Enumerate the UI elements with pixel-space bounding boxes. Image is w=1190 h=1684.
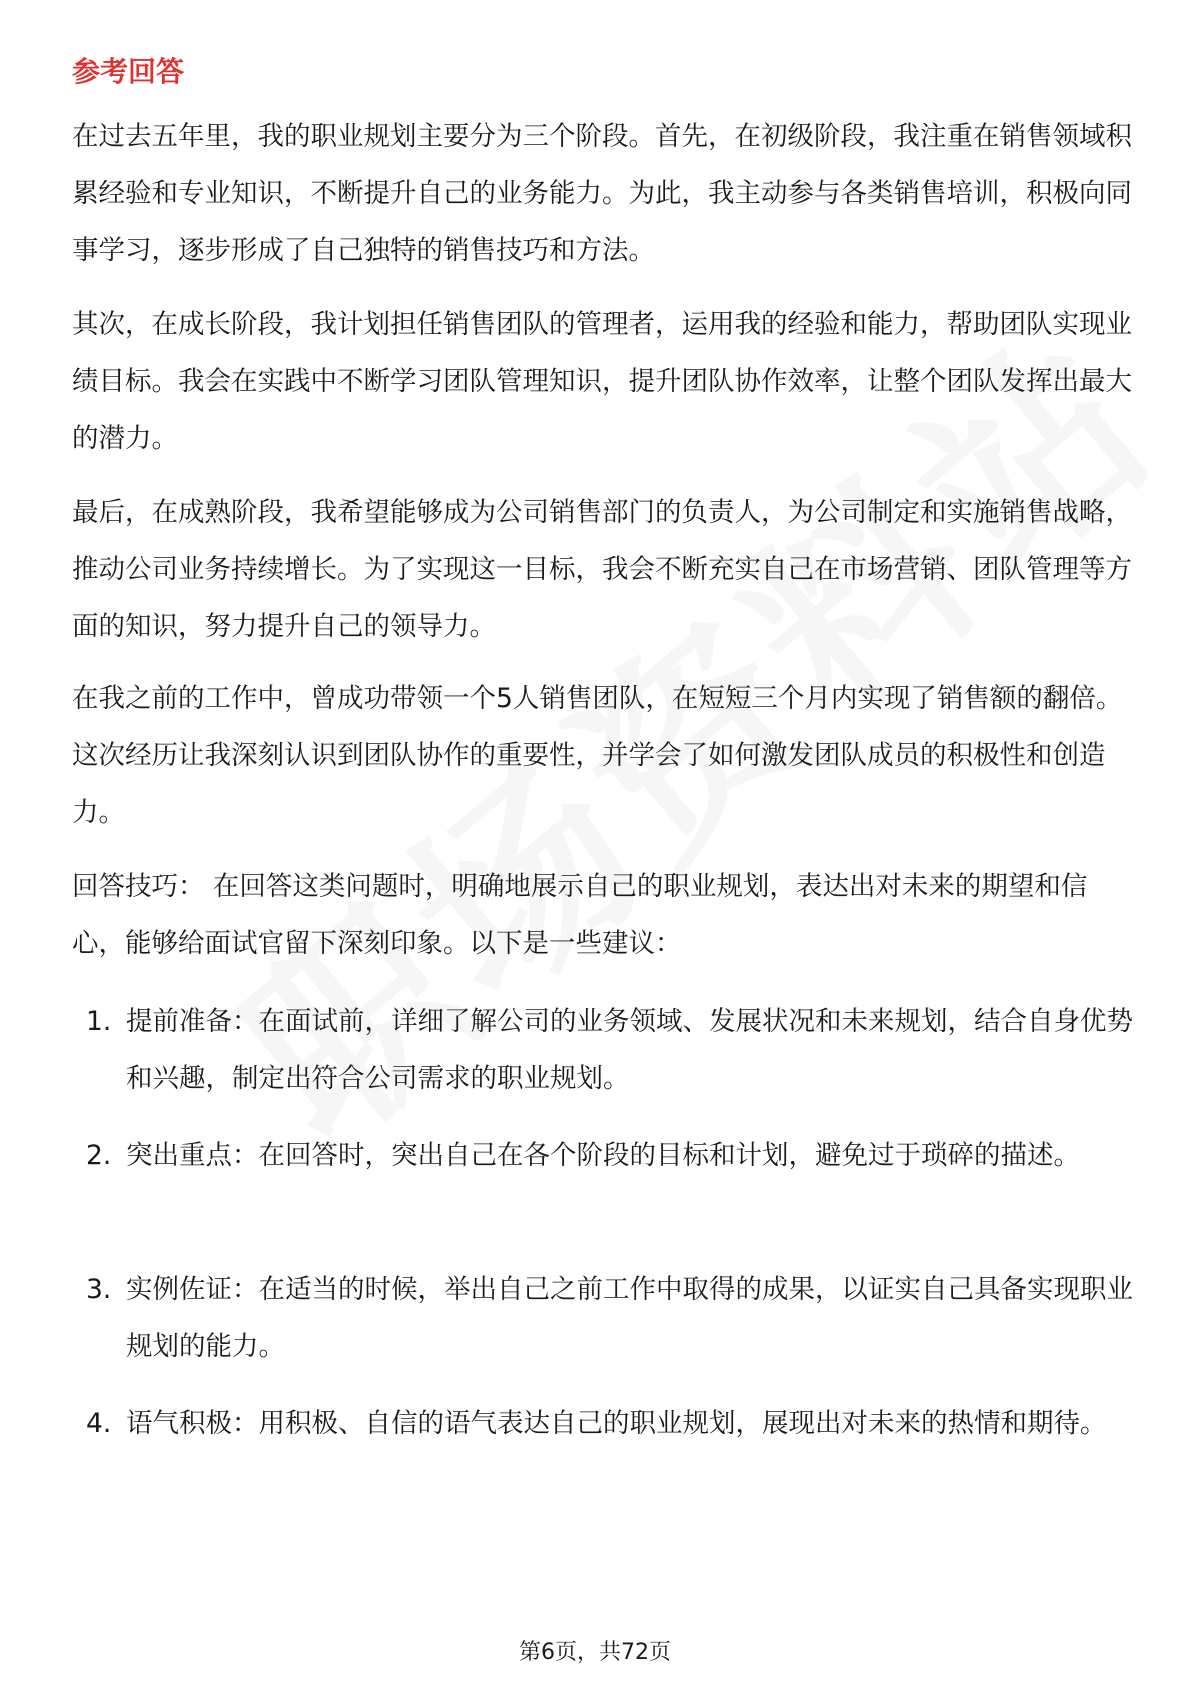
list-item-text: 实例佐证：在适当的时候，举出自己之前工作中取得的成果，以证实自己具备实现职业规划的能力。 [126, 1274, 1133, 1362]
list-item-text: 提前准备：在面试前，详细了解公司的业务领域、发展状况和未来规划，结合自身优势和兴趣，制定出符合公司需求的职业规划。 [126, 1006, 1133, 1094]
paragraph-2: 其次，在成长阶段，我计划担任销售团队的管理者，运用我的经验和能力，帮助团队实现业绩目标。我会在实践中不断学习团队管理知识，提升团队协作效率，让整个团队发挥出最大的潜力。 [72, 309, 1132, 454]
list-item [72, 1127, 1134, 1184]
list-item [72, 1395, 1134, 1452]
page-footer: 第6页，共72页 [519, 1640, 671, 1665]
list-item [72, 993, 1134, 1107]
list-number: 1. [86, 1006, 112, 1037]
paragraph-3: 最后，在成熟阶段，我希望能够成为公司销售部门的负责人，为公司制定和实施销售战略，推动公司业务持续增长。为了实现这一目标，我会不断充实自己在市场营销、团队管理等方面的知识，努力提升自己的领导力。 [72, 497, 1132, 642]
list-item [72, 1261, 1134, 1375]
list-number: 2. [86, 1140, 112, 1171]
answer-tips-intro: 回答技巧： 在回答这类问题时，明确地展示自己的职业规划，表达出对未来的期望和信心，能够给面试官留下深刻印象。以下是一些建议： [72, 871, 1088, 959]
paragraph-1: 在过去五年里，我的职业规划主要分为三个阶段。首先，在初级阶段，我注重在销售领域积累经验和专业知识，不断提升自己的业务能力。为此，我主动参与各类销售培训，积极向同事学习，逐步形成了自己独特的销售技巧和方法。 [72, 121, 1132, 266]
paragraph-4: 在我之前的工作中，曾成功带领一个5人销售团队，在短短三个月内实现了销售额的翻倍。这次经历让我深刻认识到团队协作的重要性，并学会了如何激发团队成员的积极性和创造力。 [72, 683, 1123, 828]
list-number: 3. [86, 1274, 112, 1305]
list-item-text: 语气积极：用积极、自信的语气表达自己的职业规划，展现出对未来的热情和期待。 [126, 1408, 1107, 1439]
section-heading: 参考回答 [72, 55, 185, 88]
list-number: 4. [86, 1408, 112, 1439]
list-item-text: 突出重点：在回答时，突出自己在各个阶段的目标和计划，避免过于琐碎的描述。 [126, 1140, 1080, 1171]
